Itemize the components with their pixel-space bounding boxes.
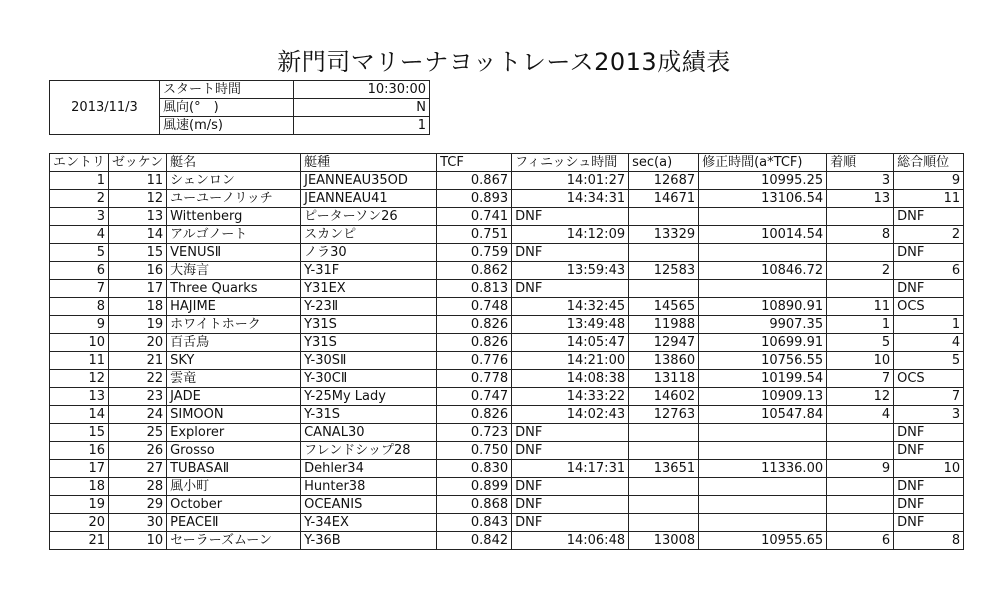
finish-time-cell: 14:34:31 [512, 190, 629, 208]
corrected-time-cell: 9907.35 [699, 316, 827, 334]
sec-cell [629, 280, 699, 298]
corrected-time-cell [699, 280, 827, 298]
overall-cell: 3 [894, 406, 964, 424]
bib-cell: 19 [109, 316, 167, 334]
corrected-time-cell: 10699.91 [699, 334, 827, 352]
table-row [50, 478, 964, 496]
boat-type-cell: Dehler34 [301, 460, 437, 478]
entry-cell: 19 [50, 496, 109, 514]
tcf-cell: 0.867 [437, 172, 512, 190]
info-row [50, 81, 430, 99]
boat-name-cell: Wittenberg [167, 208, 301, 226]
overall-cell: DNF [894, 244, 964, 262]
corrected-time-cell: 13106.54 [699, 190, 827, 208]
header-place: 着順 [827, 154, 894, 172]
place-cell [827, 244, 894, 262]
table-row [50, 190, 964, 208]
finish-time-cell: DNF [512, 514, 629, 532]
corrected-time-cell: 10995.25 [699, 172, 827, 190]
finish-time-cell: DNF [512, 478, 629, 496]
finish-time-cell: 14:05:47 [512, 334, 629, 352]
sec-cell: 12947 [629, 334, 699, 352]
table-row [50, 424, 964, 442]
bib-cell: 18 [109, 298, 167, 316]
tcf-cell: 0.776 [437, 352, 512, 370]
boat-type-cell: Y31S [301, 316, 437, 334]
sec-cell: 12583 [629, 262, 699, 280]
boat-type-cell: Y-31F [301, 262, 437, 280]
boat-type-cell: JEANNEAU35OD [301, 172, 437, 190]
table-row [50, 262, 964, 280]
entry-cell: 20 [50, 514, 109, 532]
entry-cell: 1 [50, 172, 109, 190]
sec-cell [629, 514, 699, 532]
corrected-time-cell [699, 208, 827, 226]
finish-time-cell: 14:06:48 [512, 532, 629, 550]
entry-cell: 14 [50, 406, 109, 424]
corrected-time-cell: 10756.55 [699, 352, 827, 370]
tcf-cell: 0.868 [437, 496, 512, 514]
boat-type-cell: スカンピ [301, 226, 437, 244]
page-title: 新門司マリーナヨットレース2013成績表 [277, 48, 731, 76]
sec-cell: 11988 [629, 316, 699, 334]
corrected-time-cell [699, 478, 827, 496]
boat-type-cell: ノラ30 [301, 244, 437, 262]
sec-cell [629, 208, 699, 226]
place-cell: 2 [827, 262, 894, 280]
boat-type-cell: Y-30CⅡ [301, 370, 437, 388]
boat-type-cell: Y-30SⅡ [301, 352, 437, 370]
tcf-cell: 0.862 [437, 262, 512, 280]
sec-cell [629, 244, 699, 262]
place-cell [827, 496, 894, 514]
place-cell: 3 [827, 172, 894, 190]
info-label: 風向(° ) [160, 99, 294, 117]
finish-time-cell: 14:01:27 [512, 172, 629, 190]
info-label: 風速(m/s) [160, 117, 294, 135]
overall-cell: 9 [894, 172, 964, 190]
boat-name-cell: VENUSⅡ [167, 244, 301, 262]
race-info-table [49, 80, 430, 135]
sec-cell: 13008 [629, 532, 699, 550]
sec-cell: 14602 [629, 388, 699, 406]
header-bib: ゼッケン [109, 154, 167, 172]
corrected-time-cell [699, 424, 827, 442]
boat-name-cell: Explorer [167, 424, 301, 442]
finish-time-cell: 14:02:43 [512, 406, 629, 424]
boat-type-cell: CANAL30 [301, 424, 437, 442]
entry-cell: 6 [50, 262, 109, 280]
sec-cell: 13118 [629, 370, 699, 388]
overall-cell: 8 [894, 532, 964, 550]
place-cell: 6 [827, 532, 894, 550]
boat-type-cell: OCEANIS [301, 496, 437, 514]
header-corrected-time: 修正時間(a*TCF) [699, 154, 827, 172]
overall-cell: 11 [894, 190, 964, 208]
boat-name-cell: アルゴノート [167, 226, 301, 244]
finish-time-cell: 13:49:48 [512, 316, 629, 334]
header-overall: 総合順位 [894, 154, 964, 172]
bib-cell: 21 [109, 352, 167, 370]
corrected-time-cell [699, 514, 827, 532]
entry-cell: 16 [50, 442, 109, 460]
boat-type-cell: Y-31S [301, 406, 437, 424]
sec-cell: 13860 [629, 352, 699, 370]
finish-time-cell: 14:12:09 [512, 226, 629, 244]
overall-cell: DNF [894, 442, 964, 460]
place-cell: 8 [827, 226, 894, 244]
table-row [50, 532, 964, 550]
tcf-cell: 0.778 [437, 370, 512, 388]
overall-cell: OCS [894, 298, 964, 316]
corrected-time-cell [699, 496, 827, 514]
overall-cell: 10 [894, 460, 964, 478]
boat-type-cell: Y-34EX [301, 514, 437, 532]
finish-time-cell: DNF [512, 442, 629, 460]
finish-time-cell: 14:33:22 [512, 388, 629, 406]
entry-cell: 5 [50, 244, 109, 262]
overall-cell: DNF [894, 280, 964, 298]
overall-cell: DNF [894, 208, 964, 226]
sec-cell [629, 478, 699, 496]
bib-cell: 20 [109, 334, 167, 352]
table-row [50, 442, 964, 460]
sec-cell: 13651 [629, 460, 699, 478]
place-cell [827, 424, 894, 442]
overall-cell: 2 [894, 226, 964, 244]
table-row [50, 280, 964, 298]
place-cell: 13 [827, 190, 894, 208]
tcf-cell: 0.893 [437, 190, 512, 208]
results-table [49, 153, 964, 550]
boat-name-cell: PEACEⅡ [167, 514, 301, 532]
table-row [50, 316, 964, 334]
bib-cell: 14 [109, 226, 167, 244]
boat-name-cell: October [167, 496, 301, 514]
tcf-cell: 0.826 [437, 316, 512, 334]
entry-cell: 10 [50, 334, 109, 352]
entry-cell: 12 [50, 370, 109, 388]
bib-cell: 23 [109, 388, 167, 406]
place-cell [827, 208, 894, 226]
overall-cell: 1 [894, 316, 964, 334]
entry-cell: 9 [50, 316, 109, 334]
corrected-time-cell: 10547.84 [699, 406, 827, 424]
sec-cell: 12763 [629, 406, 699, 424]
sec-cell: 14565 [629, 298, 699, 316]
bib-cell: 10 [109, 532, 167, 550]
sec-cell [629, 424, 699, 442]
bib-cell: 24 [109, 406, 167, 424]
boat-type-cell: Y-23Ⅱ [301, 298, 437, 316]
table-row [50, 496, 964, 514]
bib-cell: 30 [109, 514, 167, 532]
tcf-cell: 0.751 [437, 226, 512, 244]
finish-time-cell: 14:21:00 [512, 352, 629, 370]
race-date: 2013/11/3 [50, 81, 160, 135]
finish-time-cell: 14:08:38 [512, 370, 629, 388]
boat-type-cell: Y-36B [301, 532, 437, 550]
bib-cell: 25 [109, 424, 167, 442]
bib-cell: 22 [109, 370, 167, 388]
boat-name-cell: 大海言 [167, 262, 301, 280]
boat-name-cell: シェンロン [167, 172, 301, 190]
results-body [50, 172, 964, 550]
boat-name-cell: HAJIME [167, 298, 301, 316]
overall-cell: DNF [894, 496, 964, 514]
info-value: 10:30:00 [294, 81, 430, 99]
entry-cell: 8 [50, 298, 109, 316]
tcf-cell: 0.747 [437, 388, 512, 406]
table-row [50, 172, 964, 190]
corrected-time-cell: 10890.91 [699, 298, 827, 316]
boat-name-cell: セーラーズムーン [167, 532, 301, 550]
tcf-cell: 0.813 [437, 280, 512, 298]
corrected-time-cell: 10014.54 [699, 226, 827, 244]
finish-time-cell: DNF [512, 280, 629, 298]
overall-cell: 4 [894, 334, 964, 352]
overall-cell: 5 [894, 352, 964, 370]
place-cell [827, 280, 894, 298]
entry-cell: 17 [50, 460, 109, 478]
tcf-cell: 0.748 [437, 298, 512, 316]
finish-time-cell: 13:59:43 [512, 262, 629, 280]
info-label: スタート時間 [160, 81, 294, 99]
table-row [50, 370, 964, 388]
tcf-cell: 0.842 [437, 532, 512, 550]
boat-type-cell: JEANNEAU41 [301, 190, 437, 208]
finish-time-cell: DNF [512, 208, 629, 226]
finish-time-cell: 14:17:31 [512, 460, 629, 478]
header-finish-time: フィニッシュ時間 [512, 154, 629, 172]
header-boat-type: 艇種 [301, 154, 437, 172]
boat-type-cell: Y-25My Lady [301, 388, 437, 406]
finish-time-cell: DNF [512, 424, 629, 442]
bib-cell: 28 [109, 478, 167, 496]
boat-name-cell: SKY [167, 352, 301, 370]
place-cell: 9 [827, 460, 894, 478]
place-cell: 1 [827, 316, 894, 334]
boat-type-cell: Hunter38 [301, 478, 437, 496]
bib-cell: 27 [109, 460, 167, 478]
header-row [50, 154, 964, 172]
corrected-time-cell: 10199.54 [699, 370, 827, 388]
entry-cell: 7 [50, 280, 109, 298]
boat-type-cell: フレンドシップ28 [301, 442, 437, 460]
table-row [50, 514, 964, 532]
finish-time-cell: DNF [512, 244, 629, 262]
table-row [50, 298, 964, 316]
boat-name-cell: SIMOON [167, 406, 301, 424]
entry-cell: 21 [50, 532, 109, 550]
boat-name-cell: 雲竜 [167, 370, 301, 388]
info-value: 1 [294, 117, 430, 135]
place-cell: 7 [827, 370, 894, 388]
corrected-time-cell: 10846.72 [699, 262, 827, 280]
corrected-time-cell [699, 442, 827, 460]
bib-cell: 29 [109, 496, 167, 514]
place-cell: 11 [827, 298, 894, 316]
sec-cell: 14671 [629, 190, 699, 208]
overall-cell: DNF [894, 514, 964, 532]
sec-cell: 13329 [629, 226, 699, 244]
boat-name-cell: TUBASAⅡ [167, 460, 301, 478]
finish-time-cell: DNF [512, 496, 629, 514]
place-cell: 4 [827, 406, 894, 424]
entry-cell: 13 [50, 388, 109, 406]
boat-name-cell: JADE [167, 388, 301, 406]
table-row [50, 244, 964, 262]
place-cell: 5 [827, 334, 894, 352]
bib-cell: 16 [109, 262, 167, 280]
finish-time-cell: 14:32:45 [512, 298, 629, 316]
header-entry: エントリ [50, 154, 109, 172]
boat-name-cell: 風小町 [167, 478, 301, 496]
overall-cell: DNF [894, 478, 964, 496]
bib-cell: 15 [109, 244, 167, 262]
corrected-time-cell: 10955.65 [699, 532, 827, 550]
entry-cell: 18 [50, 478, 109, 496]
entry-cell: 15 [50, 424, 109, 442]
place-cell: 10 [827, 352, 894, 370]
entry-cell: 2 [50, 190, 109, 208]
boat-name-cell: Grosso [167, 442, 301, 460]
corrected-time-cell [699, 244, 827, 262]
overall-cell: 6 [894, 262, 964, 280]
info-value: N [294, 99, 430, 117]
corrected-time-cell: 11336.00 [699, 460, 827, 478]
corrected-time-cell: 10909.13 [699, 388, 827, 406]
table-row [50, 208, 964, 226]
tcf-cell: 0.899 [437, 478, 512, 496]
header-boat-name: 艇名 [167, 154, 301, 172]
boat-name-cell: Three Quarks [167, 280, 301, 298]
place-cell [827, 478, 894, 496]
overall-cell: DNF [894, 424, 964, 442]
boat-name-cell: ユーユーノリッチ [167, 190, 301, 208]
tcf-cell: 0.826 [437, 406, 512, 424]
sec-cell [629, 442, 699, 460]
tcf-cell: 0.741 [437, 208, 512, 226]
boat-type-cell: ピーターソン26 [301, 208, 437, 226]
sec-cell: 12687 [629, 172, 699, 190]
header-sec: sec(a) [629, 154, 699, 172]
overall-cell: OCS [894, 370, 964, 388]
table-row [50, 352, 964, 370]
sec-cell [629, 496, 699, 514]
bib-cell: 26 [109, 442, 167, 460]
tcf-cell: 0.759 [437, 244, 512, 262]
table-row [50, 406, 964, 424]
table-row [50, 460, 964, 478]
bib-cell: 17 [109, 280, 167, 298]
tcf-cell: 0.723 [437, 424, 512, 442]
tcf-cell: 0.830 [437, 460, 512, 478]
tcf-cell: 0.826 [437, 334, 512, 352]
overall-cell: 7 [894, 388, 964, 406]
tcf-cell: 0.843 [437, 514, 512, 532]
place-cell [827, 442, 894, 460]
table-row [50, 226, 964, 244]
bib-cell: 12 [109, 190, 167, 208]
boat-name-cell: ホワイトホーク [167, 316, 301, 334]
entry-cell: 4 [50, 226, 109, 244]
entry-cell: 11 [50, 352, 109, 370]
table-row [50, 388, 964, 406]
boat-type-cell: Y31EX [301, 280, 437, 298]
place-cell: 12 [827, 388, 894, 406]
bib-cell: 13 [109, 208, 167, 226]
header-tcf: TCF [437, 154, 512, 172]
bib-cell: 11 [109, 172, 167, 190]
tcf-cell: 0.750 [437, 442, 512, 460]
boat-name-cell: 百舌鳥 [167, 334, 301, 352]
boat-type-cell: Y31S [301, 334, 437, 352]
entry-cell: 3 [50, 208, 109, 226]
table-row [50, 334, 964, 352]
place-cell [827, 514, 894, 532]
